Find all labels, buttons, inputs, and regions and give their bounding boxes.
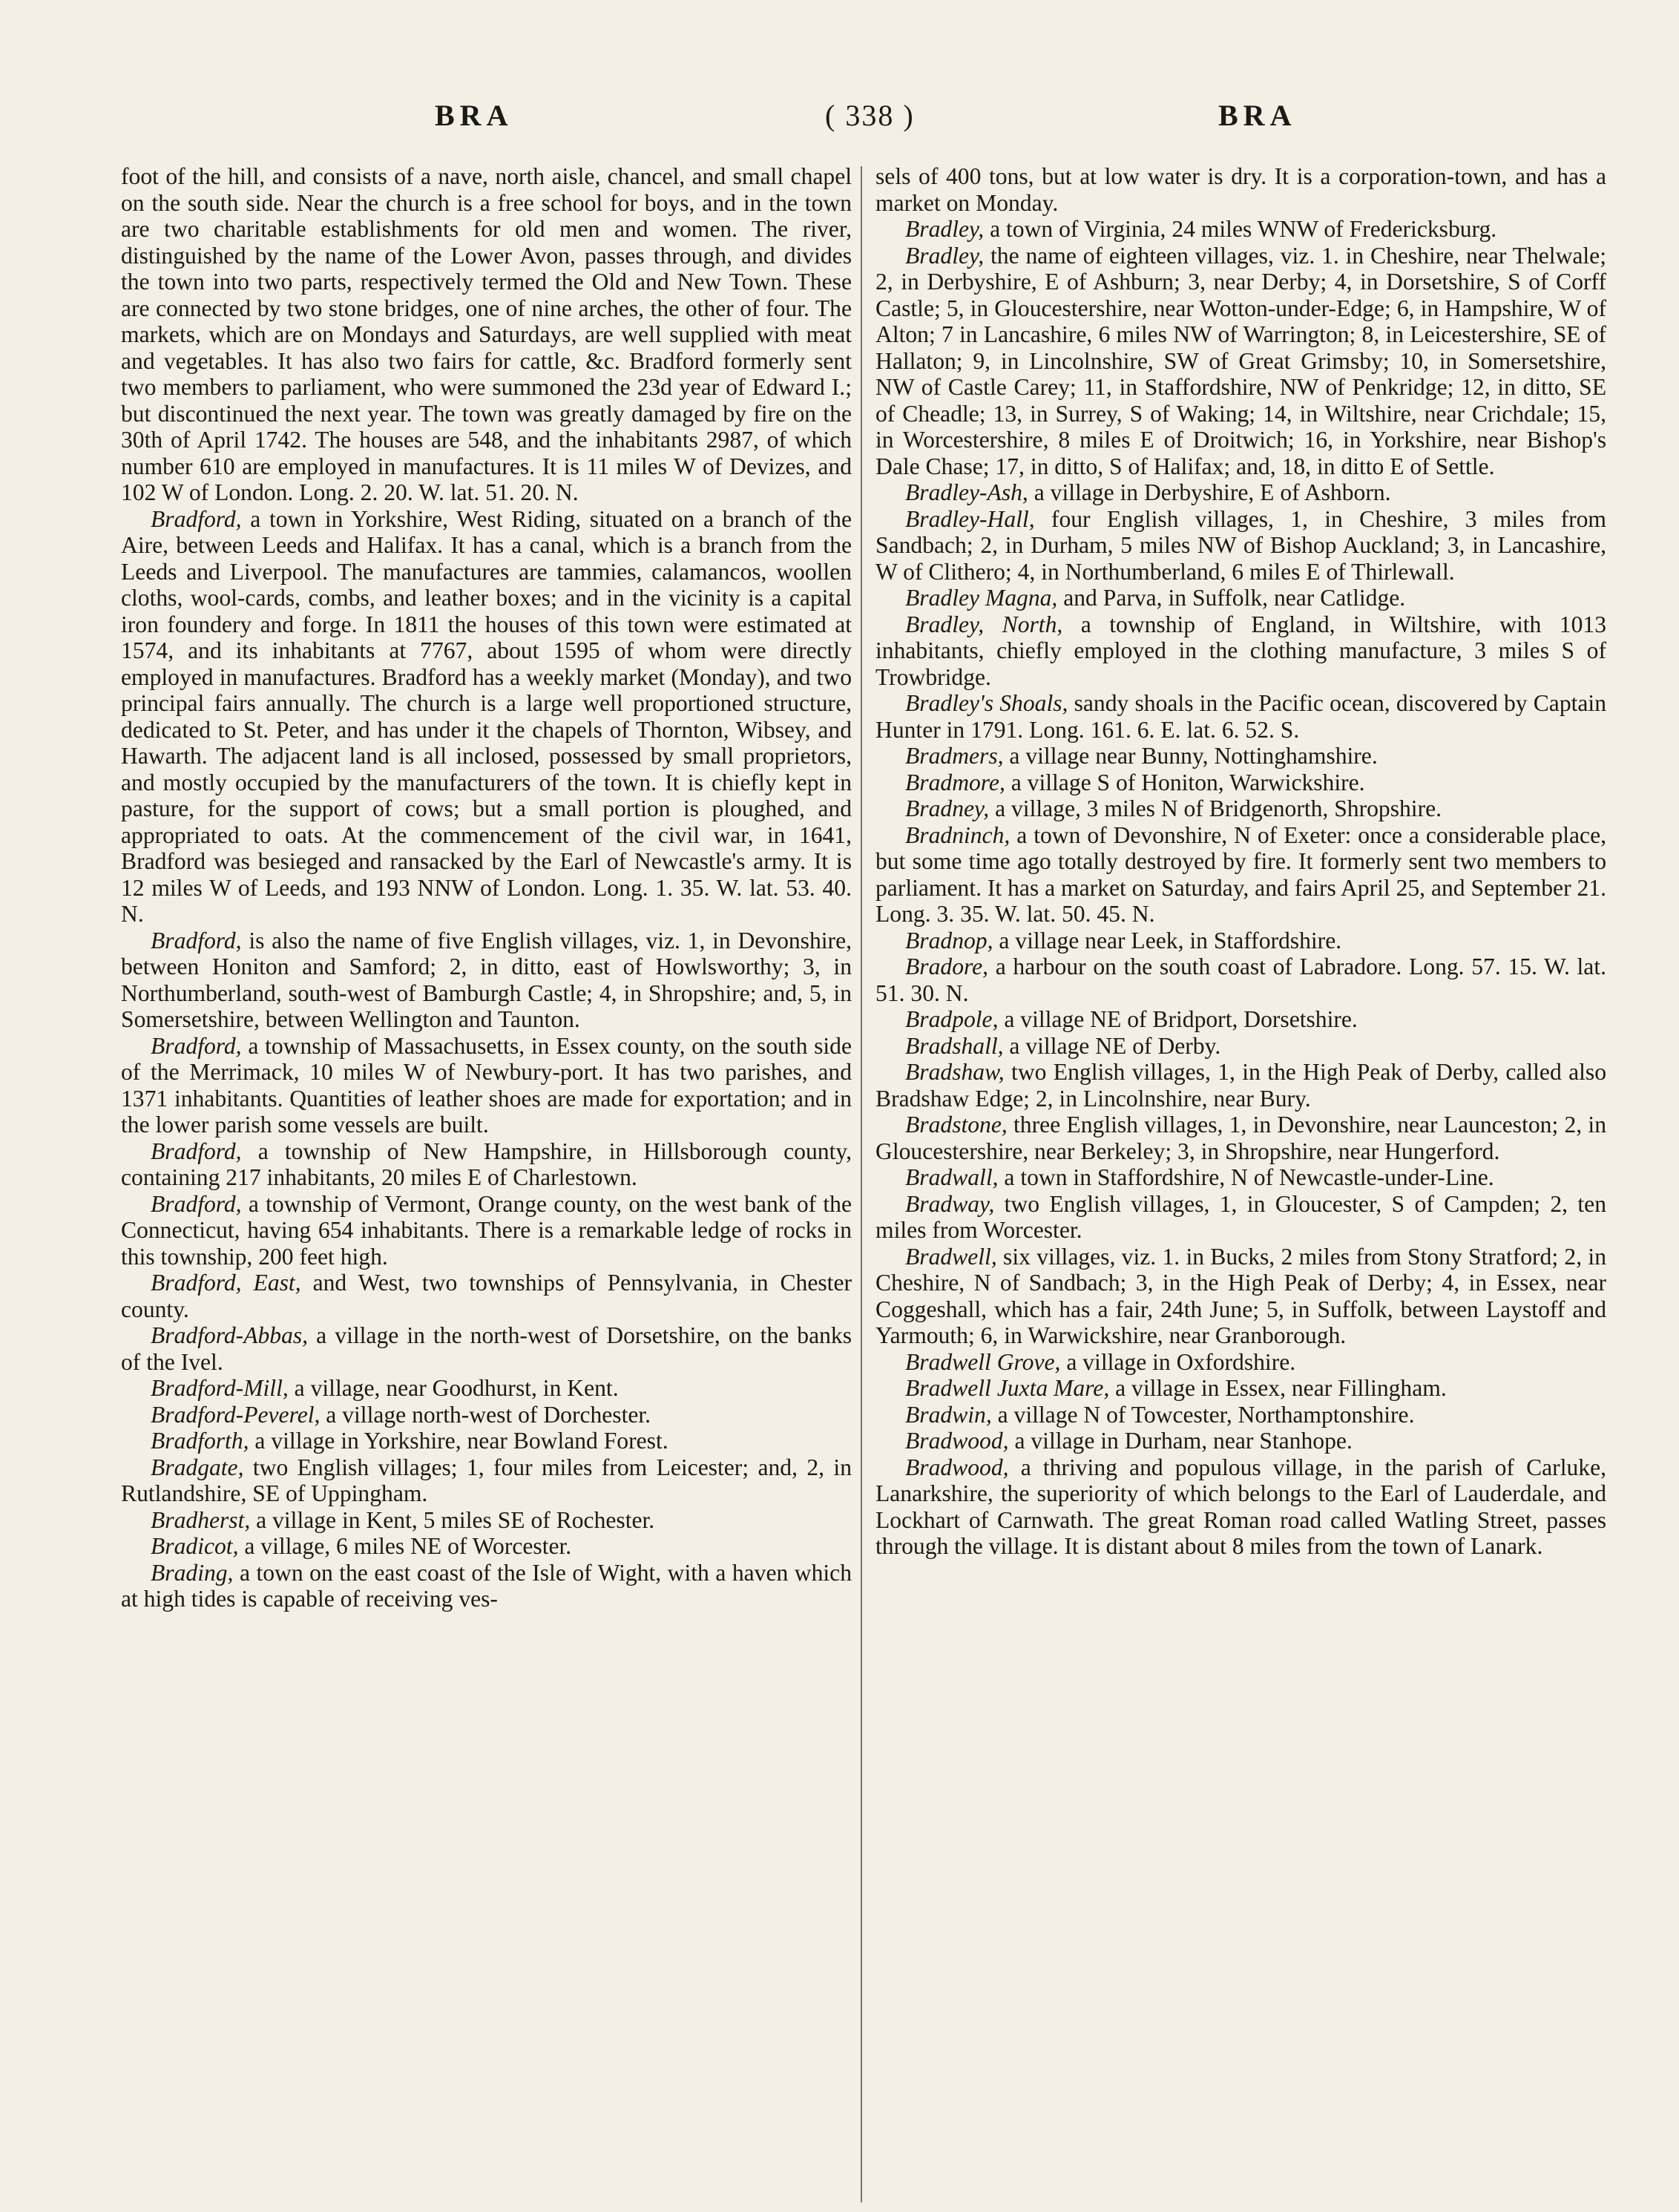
entry-text: a harbour on the south coast of Labradore. Long. 57. 15. W. lat. 51. 30. N. xyxy=(875,954,1606,1006)
dictionary-entry xyxy=(875,1349,1606,1376)
entry-text: a village in Yorkshire, near Bowland Forest. xyxy=(249,1428,668,1454)
dictionary-entry xyxy=(875,1033,1606,1060)
entry-text: a town of Virginia, 24 miles WNW of Fredericksburg. xyxy=(984,216,1497,242)
entry-text: three English villages, 1, in Devonshire, near Launceston; 2, in Gloucestershire, near Berkeley; 3, in Shropshire, near Hungerford. xyxy=(875,1112,1606,1164)
entry-text: a village in Derbyshire, E of Ashborn. xyxy=(1028,479,1391,505)
entry-text: a village, near Goodhurst, in Kent. xyxy=(288,1375,619,1401)
dictionary-entry xyxy=(121,1428,852,1454)
entry-text: a village in Kent, 5 miles SE of Rochester. xyxy=(250,1506,655,1533)
entry-headword: Bradshall, xyxy=(905,1032,1004,1059)
entry-headword: Bradford, xyxy=(151,1190,242,1217)
dictionary-entry xyxy=(121,1191,852,1270)
dictionary-entry xyxy=(875,1428,1606,1454)
dictionary-entry xyxy=(875,769,1606,796)
entry-headword: Bradley, xyxy=(905,216,985,242)
dictionary-entry xyxy=(875,243,1606,480)
entry-headword: Bradford-Abbas, xyxy=(151,1322,309,1348)
entry-text: a village, 6 miles NE of Worcester. xyxy=(238,1533,572,1559)
entry-headword: Bradway, xyxy=(905,1190,995,1217)
dictionary-entry xyxy=(875,1112,1606,1164)
dictionary-entry xyxy=(121,1375,852,1402)
dictionary-entry xyxy=(875,1164,1606,1191)
entry-text: a village near Leek, in Staffordshire. xyxy=(993,927,1342,954)
entry-text: a village NE of Bridport, Dorsetshire. xyxy=(998,1006,1358,1032)
entry-text: a township of New Hampshire, in Hillsborough county, containing 217 inhabitants, 20 miles E of Charlestown. xyxy=(121,1138,852,1190)
entry-headword: Bradney, xyxy=(905,795,990,821)
entry-text: a village in Durham, near Stanhope. xyxy=(1008,1428,1353,1454)
entry-text: a village NE of Derby. xyxy=(1003,1032,1221,1059)
entry-text: two English villages, 1, in Gloucester, S of Campden; 2, ten miles from Worcester. xyxy=(875,1190,1606,1243)
entry-headword: Bradford, xyxy=(151,505,242,532)
entry-headword: Bradford-Mill, xyxy=(151,1375,289,1401)
dictionary-entry xyxy=(121,506,852,928)
dictionary-entry xyxy=(875,1006,1606,1033)
dictionary-entry xyxy=(121,1533,852,1560)
entry-headword: Bradwall, xyxy=(905,1164,999,1190)
entry-headword: Bradninch, xyxy=(905,821,1011,848)
dictionary-entry xyxy=(121,1322,852,1375)
dictionary-entry xyxy=(875,479,1606,506)
entry-text: a village S of Honiton, Warwickshire. xyxy=(1005,769,1365,795)
dictionary-entry xyxy=(875,1454,1606,1560)
dictionary-entry xyxy=(875,1191,1606,1244)
entry-headword: Bradnop, xyxy=(905,927,993,954)
entry-headword: Bradwood, xyxy=(905,1454,1009,1480)
entry-text: a village near Bunny, Nottinghamshire. xyxy=(1003,743,1378,769)
entry-text: a village N of Towcester, Northamptonshire. xyxy=(991,1401,1415,1428)
column-divider xyxy=(861,166,862,2202)
dictionary-entry xyxy=(875,690,1606,743)
entry-headword: Bradmore, xyxy=(905,769,1005,795)
entry-text: and West, two townships of Pennsylvania, in Chester county. xyxy=(121,1270,852,1322)
entry-text: a township of Vermont, Orange county, on the west bank of the Connecticut, having 654 inhabitants. There is a remarkable ledge of rocks in this township, 200 feet high. xyxy=(121,1190,852,1270)
entry-text: a town in Staffordshire, N of Newcastle-under-Line. xyxy=(998,1164,1494,1190)
entry-headword: Bradford-Peverel, xyxy=(151,1401,321,1428)
entry-headword: Bradwin, xyxy=(905,1401,992,1428)
left-column xyxy=(121,163,852,1612)
dictionary-entry xyxy=(875,216,1606,243)
entry-headword: Bradley Magna, xyxy=(905,585,1058,611)
entry-headword: Bradshaw, xyxy=(905,1059,1005,1085)
dictionary-entry xyxy=(121,1402,852,1428)
dictionary-entry xyxy=(121,1454,852,1507)
page-header xyxy=(0,98,1679,142)
dictionary-entry xyxy=(875,1375,1606,1402)
entry-text: and Parva, in Suffolk, near Catlidge. xyxy=(1057,585,1406,611)
dictionary-entry xyxy=(875,1059,1606,1112)
dictionary-entry xyxy=(121,1033,852,1138)
entry-headword: Bradpole, xyxy=(905,1006,999,1032)
running-head-right: BRA xyxy=(1218,99,1297,132)
entry-headword: Brading, xyxy=(151,1559,234,1586)
dictionary-entry xyxy=(875,954,1606,1006)
entry-headword: Bradford, xyxy=(151,1138,242,1164)
entry-headword: Bradford, xyxy=(151,1032,242,1059)
entry-headword: Bradstone, xyxy=(905,1112,1008,1138)
right-column xyxy=(875,163,1606,1560)
entry-headword: Bradley, xyxy=(905,242,985,269)
entry-headword: Bradore, xyxy=(905,954,989,979)
entry-headword: Bradwood, xyxy=(905,1428,1009,1454)
dictionary-entry xyxy=(875,1402,1606,1428)
entry-text: two English villages; 1, four miles from Leicester; and, 2, in Rutlandshire, SE of Uppingham. xyxy=(121,1454,852,1506)
entry-text: foot of the hill, and consists of a nave, north aisle, chancel, and small chapel on the south side. Near the church is a free school for boys, and in the town are two charitable establishments for old men and women. The river, distinguished by the name of the Lower Avon, passes through, and divides the town into two parts, respectively termed the Old and New Town. These are connected by two stone bridges, one of nine arches, the other of four. The markets, which are on Mondays and Saturdays, are well supplied with meat and vegetables. It has also two fairs for cattle, &c. Bradford formerly sent two members to parliament, who were summoned the 23d year of Edward I.; but discontinued the next year. The town was greatly damaged by fire on the 30th of April 1742. The houses are 548, and the inhabitants 2987, of which number 610 are employed in manufactures. It is 11 miles W of Devizes, and 102 W of London. Long. 2. 20. W. lat. 51. 20. N. xyxy=(121,163,852,505)
entry-text: six villages, viz. 1. in Bucks, 2 miles from Stony Stratford; 2, in Cheshire, N of Sandbach; 3, in the High Peak of Derby; 4, in Essex, near Coggeshall, which has a fair, 24th June; 5, in Suffolk, between Laystoff and Yarmouth; 6, in Warwickshire, near Granborough. xyxy=(875,1243,1606,1348)
entry-text: a village in the north-west of Dorsetshire, on the banks of the Ivel. xyxy=(121,1322,852,1375)
entry-headword: Bradford, East, xyxy=(151,1270,301,1296)
entry-headword: Bradley-Hall, xyxy=(905,505,1035,532)
entry-headword: Bradherst, xyxy=(151,1506,251,1533)
entry-text: a town on the east coast of the Isle of Wight, with a haven which at high tides is capable of receiving ves- xyxy=(121,1559,852,1612)
continued-entry xyxy=(121,163,852,506)
entry-headword: Bradley, North, xyxy=(905,611,1063,637)
dictionary-entry xyxy=(875,743,1606,769)
dictionary-entry xyxy=(121,1270,852,1322)
entry-text: sels of 400 tons, but at low water is dry. It is a corporation-town, and has a market on Monday. xyxy=(875,163,1606,216)
entry-headword: Bradwell Grove, xyxy=(905,1348,1061,1375)
entry-text: is also the name of five English villages, viz. 1, in Devonshire, between Honiton and Samford; 2, in ditto, east of Howlsworthy; 3, in Northumberland, south-west of Bamburgh Castle; 4, in Shropshire; and, 5, in Somersetshire, between Wellington and Taunton. xyxy=(121,927,852,1032)
entry-text: a township of England, in Wiltshire, with 1013 inhabitants, chiefly employed in the clothing manufacture, 3 miles S of Trowbridge. xyxy=(875,611,1606,690)
dictionary-entry xyxy=(875,795,1606,822)
dictionary-entry xyxy=(875,506,1606,585)
entry-text: a village in Essex, near Fillingham. xyxy=(1109,1375,1447,1401)
entry-headword: Bradley's Shoals, xyxy=(905,690,1068,716)
dictionary-entry xyxy=(875,822,1606,928)
running-head-left: BRA xyxy=(435,99,513,132)
entry-text: sandy shoals in the Pacific ocean, discovered by Captain Hunter in 1791. Long. 161. 6. E. lat. 6. 52. S. xyxy=(875,690,1606,743)
entry-text: four English villages, 1, in Cheshire, 3 miles from Sandbach; 2, in Durham, 5 miles NW of Bishop Auckland; 3, in Lancashire, W of Clithero; 4, in Northumberland, 6 miles E of Thirlewall. xyxy=(875,505,1606,585)
dictionary-entry xyxy=(121,1560,852,1612)
entry-headword: Bradicot, xyxy=(151,1533,239,1559)
dictionary-entry xyxy=(875,1244,1606,1349)
entry-text: a township of Massachusetts, in Essex county, on the south side of the Merrimack, 10 miles W of Newbury-port. It has two parishes, and 1371 inhabitants. Quantities of leather shoes are made for exportation; and in the lower parish some vessels are built. xyxy=(121,1032,852,1138)
entry-text: a village in Oxfordshire. xyxy=(1060,1348,1296,1375)
entry-text: a village, 3 miles N of Bridgenorth, Shropshire. xyxy=(989,795,1442,821)
entry-headword: Bradgate, xyxy=(151,1454,244,1480)
entry-text: a village north-west of Dorchester. xyxy=(320,1401,651,1428)
entry-headword: Bradwell Juxta Mare, xyxy=(905,1375,1110,1401)
entry-text: two English villages, 1, in the High Peak of Derby, called also Bradshaw Edge; 2, in Lincolnshire, near Bury. xyxy=(875,1059,1606,1112)
entry-headword: Bradmers, xyxy=(905,743,1004,769)
dictionary-entry xyxy=(121,928,852,1033)
entry-text: a town of Devonshire, N of Exeter: once a considerable place, but some time ago totally destroyed by fire. It formerly sent two members to parliament. It has a market on Saturday, and fairs April 25, and September 21. Long. 3. 35. W. lat. 50. 45. N. xyxy=(875,821,1606,927)
entry-headword: Bradford, xyxy=(151,927,242,954)
continued-entry xyxy=(875,163,1606,216)
entry-headword: Bradley-Ash, xyxy=(905,479,1028,505)
page-number: ( 338 ) xyxy=(825,99,915,132)
entry-text: a town in Yorkshire, West Riding, situated on a branch of the Aire, between Leeds and Halifax. It has a canal, which is a branch from the Leeds and Liverpool. The manufactures are tammies, calamancos, woollen cloths, wool-cards, combs, and leather boxes; and in the vicinity is a capital iron foundery and forge. In 1811 the houses of this town were estimated at 1574, and its inhabitants at 7767, about 1595 of whom were directly employed in manufactures. Bradford has a weekly market (Monday), and two principal fairs annually. The church is a large well proportioned structure, dedicated to St. Peter, and has under it the chapels of Thornton, Wibsey, and Hawarth. The adjacent land is all inclosed, possessed by small proprietors, and mostly occupied by the manufacturers of the town. It is chiefly kept in pasture, for the support of cows; but a small portion is ploughed, and appropriated to oats. At the commencement of the civil war, in 1641, Bradford was besieged and ransacked by the Earl of Newcastle's army. It is 12 miles W of Leeds, and 193 NNW of London. Long. 1. 35. W. lat. 53. 40. N. xyxy=(121,505,852,927)
entry-headword: Bradwell, xyxy=(905,1243,997,1270)
dictionary-entry xyxy=(875,928,1606,954)
dictionary-entry xyxy=(121,1138,852,1191)
entry-headword: Bradforth, xyxy=(151,1428,249,1454)
dictionary-entry xyxy=(875,611,1606,691)
dictionary-entry xyxy=(121,1507,852,1534)
entry-text: a thriving and populous village, in the parish of Carluke, Lanarkshire, the superiority of which belongs to the Earl of Lauderdale, and Lockhart of Carnwath. The great Roman road called Watling Street, passes through the village. It is distant about 8 miles from the town of Lanark. xyxy=(875,1454,1606,1559)
entry-text: the name of eighteen villages, viz. 1. in Cheshire, near Thelwale; 2, in Derbyshire, E of Ashburn; 3, near Derby; 4, in Dorsetshire, S of Corff Castle; 5, in Gloucestershire, near Wotton-under-Edge; 6, in Hampshire, W of Alton; 7 in Lancashire, 6 miles NW of Warrington; 8, in Leicestershire, SE of Hallaton; 9, in Lincolnshire, SW of Great Grimsby; 10, in Somersetshire, NW of Castle Carey; 11, in Staffordshire, NW of Penkridge; 12, in ditto, SE of Cheadle; 13, in Surrey, S of Waking; 14, in Wiltshire, near Crichdale; 15, in Worcestershire, 8 miles E of Droitwich; 16, in Yorkshire, near Bishop's Dale Chase; 17, in ditto, S of Halifax; and, 18, in ditto E of Settle. xyxy=(875,242,1606,479)
dictionary-entry xyxy=(875,585,1606,611)
